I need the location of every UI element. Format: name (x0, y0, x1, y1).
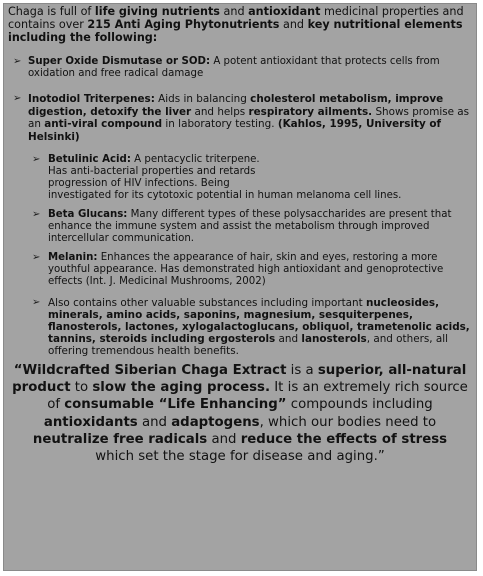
bullet-title: Super Oxide Dismutase or SOD: (28, 56, 211, 67)
bullet-emphasis: cholesterol metabolism, improve digestion, detoxify the liver (28, 93, 444, 118)
quote-emphasis: reduce the effects of stress (240, 431, 448, 447)
bullet-text: investigated for its cytotoxic potential in human melanoma cell lines. (48, 190, 402, 201)
quote-emphasis: neutralize free radicals (32, 431, 208, 447)
bullet-text: and (275, 333, 302, 345)
betulinic-bullet (4, 154, 476, 202)
sod-bullet (4, 56, 476, 80)
bullet-title: Betulinic Acid: (48, 154, 131, 165)
intro-text: and (279, 18, 308, 31)
quote-emphasis: adaptogens (171, 414, 260, 430)
bullet-emphasis: anti-viral compound (44, 118, 163, 130)
arrow-bullet-icon: ➢ (32, 297, 41, 308)
intro-text: Chaga is full of (8, 5, 95, 18)
intro-paragraph (4, 4, 476, 44)
bullet-text: Has anti-bacterial properties and retards (48, 166, 256, 177)
arrow-bullet-icon: ➢ (32, 252, 41, 263)
quote-emphasis: superior, all-natural product (12, 363, 467, 396)
other-substances-bullet (4, 297, 476, 357)
chaga-info-panel (3, 3, 477, 571)
bullet-text: Shows promise as an (28, 105, 470, 130)
intro-text: medicinal properties and contains over (8, 5, 464, 31)
arrow-bullet-icon: ➢ (32, 209, 41, 220)
melanin-bullet (4, 252, 476, 288)
bullet-text: , and others, all offering tremendous health benefits. (48, 333, 449, 357)
quote-text: and (207, 431, 241, 447)
bullet-emphasis: lanosterols (301, 333, 367, 345)
bullet-title: Inotodiol Triterpenes: (28, 93, 155, 105)
intro-text: and (219, 5, 249, 18)
bullet-emphasis: respiratory ailments. (248, 105, 373, 118)
testimonial-quote (12, 362, 468, 465)
intro-emphasis: antioxidant (248, 5, 321, 18)
beta-glucans-bullet (4, 209, 476, 245)
quote-text: to (70, 380, 93, 396)
quote-text: and (137, 414, 172, 430)
citation: (Kahlos, 1995, University of Helsinki) (28, 118, 442, 143)
inotodiol-bullet (4, 93, 476, 143)
quote-text: which set the stage for disease and aging.” (95, 449, 385, 465)
quote-emphasis: “Wildcrafted Siberian Chaga Extract (13, 363, 287, 378)
arrow-bullet-icon: ➢ (13, 56, 22, 67)
bullet-text: A potent antioxidant that protects cells from oxidation and free radical damage (28, 56, 440, 79)
quote-text: , which our bodies need to (259, 414, 437, 430)
bullet-text: Enhances the appearance of hair, skin and eyes, restoring a more youthful appearance. Has demonstrated high antioxidant and genoprotective effects (Int. J. Medicinal Mushrooms, 2002) (48, 252, 444, 287)
quote-emphasis: slow the aging process. (92, 380, 271, 396)
intro-emphasis: life giving nutrients (94, 5, 220, 18)
arrow-bullet-icon: ➢ (13, 93, 22, 104)
bullet-text: Aids in balancing (154, 93, 251, 105)
bullet-emphasis: nucleosides, minerals, amino acids, saponins, magnesium, sesquiterpenes, flanosterols, lactones, xylogalactoglucans, obliquol, trametenolic acids, tannins, steroids including ergosterols (48, 297, 470, 345)
bullet-title: Beta Glucans: (48, 209, 128, 220)
quote-emphasis: consumable “Life Enhancing” (64, 397, 287, 413)
quote-text: is a (286, 363, 318, 378)
quote-text: compounds including (286, 397, 433, 413)
arrow-bullet-icon: ➢ (32, 154, 41, 165)
intro-emphasis: 215 Anti Aging Phytonutrients (87, 18, 280, 31)
bullet-title: Melanin: (48, 252, 98, 263)
bullet-text: Also contains other valuable substances including important (48, 297, 366, 309)
bullet-text: in laboratory testing. (162, 118, 278, 130)
quote-text: It is an extremely rich source of (47, 380, 468, 413)
bullet-text: and helps (191, 105, 249, 118)
bullet-text: A pentacyclic triterpene. (130, 154, 260, 165)
quote-emphasis: antioxidants (43, 414, 138, 430)
bullet-text: progression of HIV infections. Being (48, 178, 230, 189)
intro-emphasis: key nutritional elements including the following: (8, 18, 463, 44)
bullet-text: Many different types of these polysaccharides are present that enhance the immune system and assist the metabolism through improved intercellular communication. (48, 209, 452, 244)
